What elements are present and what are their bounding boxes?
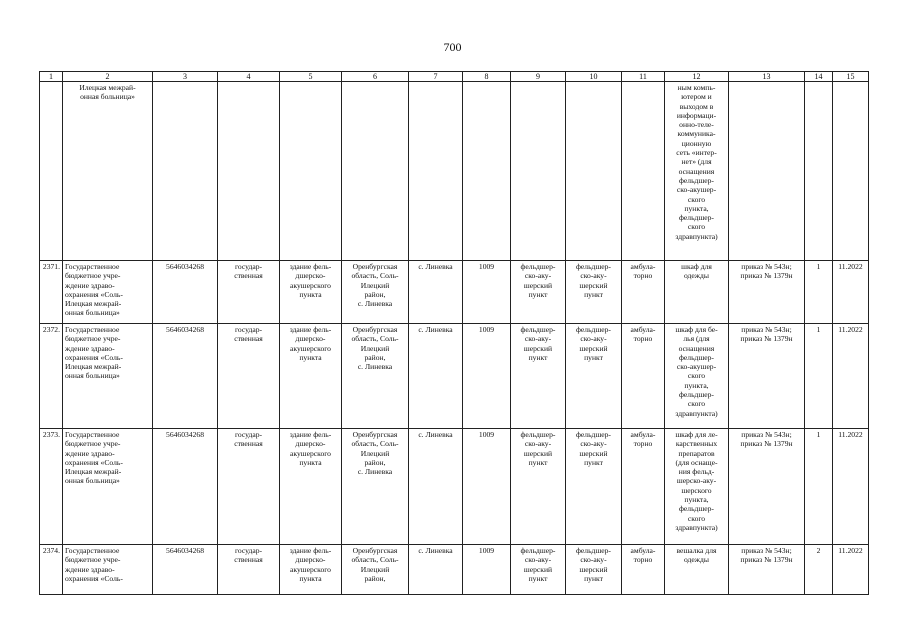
date-cell: 11.2022	[833, 429, 869, 545]
orders-cell: приказ № 543н; приказ № 1379н	[729, 429, 805, 545]
facility-subtype-cell: фельдшер- ско-аку- шерский пункт	[566, 545, 622, 595]
equipment-cell: шкаф для бе- лья (для оснащения фельдшер- ско-акушер- ского пункта, фельдшер- ского здравпункта)	[665, 324, 729, 429]
facility-subtype-cell: фельдшер- ско-аку- шерский пункт	[566, 324, 622, 429]
column-number: 1	[40, 72, 63, 82]
column-number: 10	[566, 72, 622, 82]
orders-cell: приказ № 543н; приказ № 1379н	[729, 261, 805, 324]
building-cell: здание фель- дшерско- акушерского пункта	[280, 429, 342, 545]
row-number-cell: 2373.	[40, 429, 63, 545]
ownership-cell: государ- ственная	[218, 429, 280, 545]
column-number: 9	[511, 72, 566, 82]
care-type-cell: амбула- торно	[622, 324, 665, 429]
table-row	[40, 429, 869, 545]
settlement-cell: с. Линевка	[409, 429, 463, 545]
orders-cell	[729, 82, 805, 261]
facility-subtype-cell: фельдшер- ско-аку- шерский пункт	[566, 429, 622, 545]
date-cell: 11.2022	[833, 261, 869, 324]
inn-cell: 5646034268	[153, 324, 218, 429]
facility-type-cell	[511, 82, 566, 261]
orders-cell: приказ № 543н; приказ № 1379н	[729, 324, 805, 429]
column-number: 15	[833, 72, 869, 82]
equipment-cell: вешалка для одежды	[665, 545, 729, 595]
care-type-cell: амбула- торно	[622, 429, 665, 545]
equipment-cell: ным компь- ютером и выходом в информаци- онно-теле- коммуника- ционную сеть «интер- нет» (для оснащения фельдшер- ско-акушер- ского пункта, фельдшер- ского здравпункта)	[665, 82, 729, 261]
equipment-cell: шкаф для ле- карственных препаратов (для оснаще- ния фельд- шерско-аку- шерского пункта, фельдшер- ского здравпункта)	[665, 429, 729, 545]
date-cell: 11.2022	[833, 545, 869, 595]
inn-cell: 5646034268	[153, 429, 218, 545]
column-number: 5	[280, 72, 342, 82]
ownership-cell: государ- ственная	[218, 545, 280, 595]
care-type-cell	[622, 82, 665, 261]
ownership-cell	[218, 82, 280, 261]
continuation-row	[40, 82, 869, 261]
facility-type-cell: фельдшер- ско-аку- шерский пункт	[511, 545, 566, 595]
settlement-cell	[409, 82, 463, 261]
address-cell: Оренбургская область, Соль- Илецкий район, с. Линевка	[342, 324, 409, 429]
address-cell: Оренбургская область, Соль- Илецкий район, с. Линевка	[342, 429, 409, 545]
table-row	[40, 324, 869, 429]
organization-cell: Государственное бюджетное учре- ждение здраво- охранения «Соль-	[63, 545, 153, 595]
organization-cell: Государственное бюджетное учре- ждение здраво- охранения «Соль- Илецкая межрай- онная больница»	[63, 324, 153, 429]
row-number-cell: 2371.	[40, 261, 63, 324]
facility-subtype-cell: фельдшер- ско-аку- шерский пункт	[566, 261, 622, 324]
quantity-cell: 1	[805, 261, 833, 324]
column-number: 7	[409, 72, 463, 82]
code-cell: 1009	[463, 261, 511, 324]
column-number: 12	[665, 72, 729, 82]
organization-cell: Государственное бюджетное учре- ждение здраво- охранения «Соль- Илецкая межрай- онная больница»	[63, 429, 153, 545]
code-cell: 1009	[463, 429, 511, 545]
settlement-cell: с. Линевка	[409, 324, 463, 429]
row-number-cell: 2374.	[40, 545, 63, 595]
row-number-cell: 2372.	[40, 324, 63, 429]
care-type-cell: амбула- торно	[622, 545, 665, 595]
column-number: 3	[153, 72, 218, 82]
ownership-cell: государ- ственная	[218, 324, 280, 429]
building-cell	[280, 82, 342, 261]
settlement-cell: с. Линевка	[409, 261, 463, 324]
column-number: 4	[218, 72, 280, 82]
column-number: 8	[463, 72, 511, 82]
building-cell: здание фель- дшерско- акушерского пункта	[280, 324, 342, 429]
address-cell: Оренбургская область, Соль- Илецкий район, с. Линевка	[342, 261, 409, 324]
code-cell: 1009	[463, 545, 511, 595]
settlement-cell: с. Линевка	[409, 545, 463, 595]
code-cell	[463, 82, 511, 261]
column-number: 13	[729, 72, 805, 82]
inn-cell: 5646034268	[153, 545, 218, 595]
date-cell: 11.2022	[833, 324, 869, 429]
facility-type-cell: фельдшер- ско-аку- шерский пункт	[511, 261, 566, 324]
address-cell: Оренбургская область, Соль- Илецкий район,	[342, 545, 409, 595]
orders-cell: приказ № 543н; приказ № 1379н	[729, 545, 805, 595]
table-row	[40, 545, 869, 595]
column-number: 2	[63, 72, 153, 82]
quantity-cell: 1	[805, 429, 833, 545]
quantity-cell	[805, 82, 833, 261]
facility-type-cell: фельдшер- ско-аку- шерский пункт	[511, 429, 566, 545]
organization-cell: Илецкая межрай- онная больница»	[63, 82, 153, 261]
registry-table	[39, 71, 869, 595]
address-cell	[342, 82, 409, 261]
column-number: 14	[805, 72, 833, 82]
ownership-cell: государ- ственная	[218, 261, 280, 324]
row-number-cell	[40, 82, 63, 261]
quantity-cell: 2	[805, 545, 833, 595]
column-number: 11	[622, 72, 665, 82]
organization-cell: Государственное бюджетное учре- ждение здраво- охранения «Соль- Илецкая межрай- онная больница»	[63, 261, 153, 324]
building-cell: здание фель- дшерско- акушерского пункта	[280, 261, 342, 324]
facility-subtype-cell	[566, 82, 622, 261]
inn-cell	[153, 82, 218, 261]
code-cell: 1009	[463, 324, 511, 429]
table-row	[40, 261, 869, 324]
building-cell: здание фель- дшерско- акушерского пункта	[280, 545, 342, 595]
column-number: 6	[342, 72, 409, 82]
equipment-cell: шкаф для одежды	[665, 261, 729, 324]
column-number-row	[40, 72, 869, 82]
quantity-cell: 1	[805, 324, 833, 429]
inn-cell: 5646034268	[153, 261, 218, 324]
care-type-cell: амбула- торно	[622, 261, 665, 324]
facility-type-cell: фельдшер- ско-аку- шерский пункт	[511, 324, 566, 429]
page-number: 700	[443, 40, 462, 54]
date-cell	[833, 82, 869, 261]
